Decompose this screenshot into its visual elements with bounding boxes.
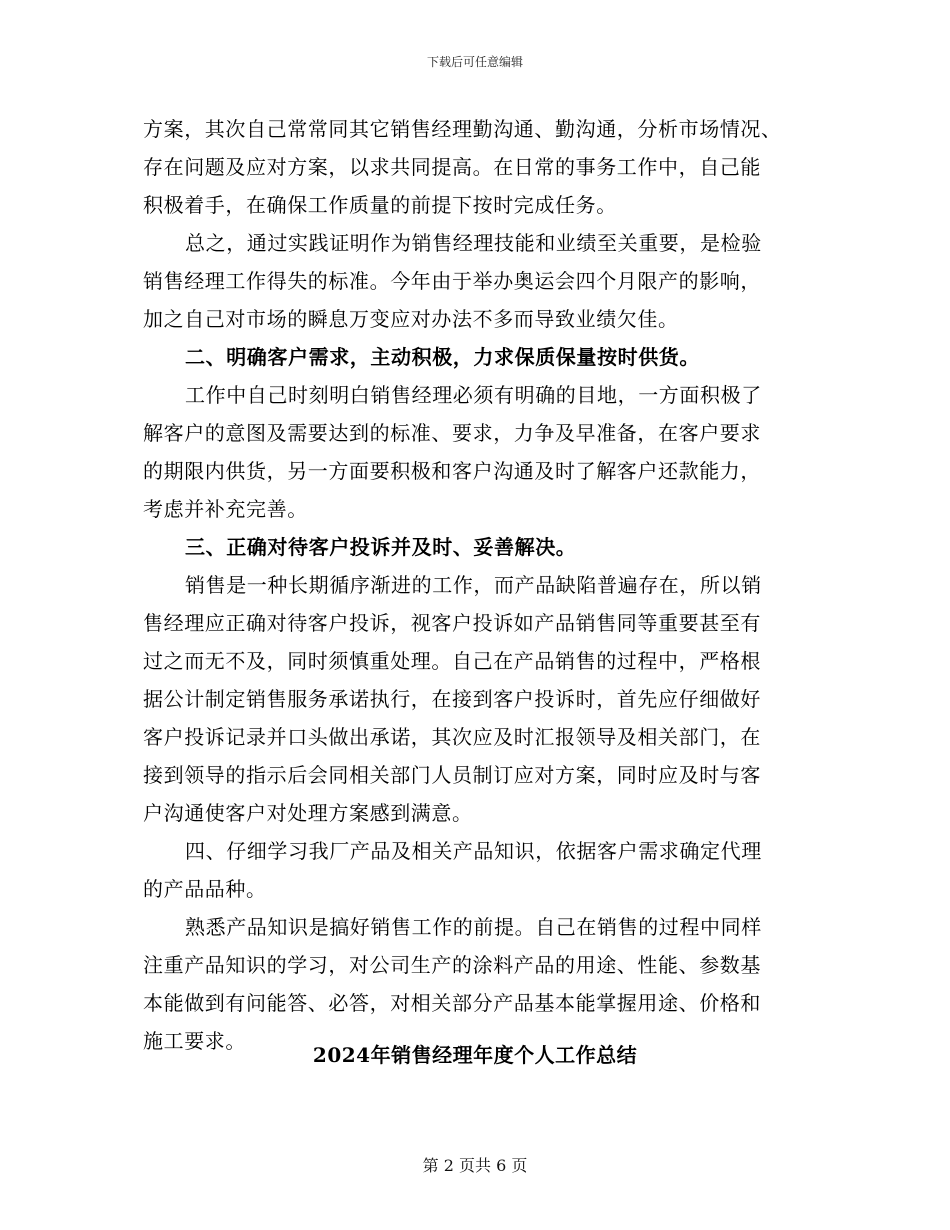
document-body	[143, 110, 807, 1060]
paragraph-start-line: 熟悉产品知识是搞好销售工作的前提。自己在销售的过程中同样	[185, 915, 762, 939]
text-line: 存在问题及应对方案，以求共同提高。在日常的事务工作中，自己能	[143, 155, 761, 179]
text-line: 解客户的意图及需要达到的标准、要求，力争及早准备，在客户要求	[143, 421, 761, 445]
text-line: 售经理应正确对待客户投诉，视客户投诉如产品销售同等重要甚至有	[143, 611, 761, 635]
text-line: 本能做到有问能答、必答，对相关部分产品基本能掌握用途、价格和	[143, 991, 761, 1015]
page-footer: 第 2 页共 6 页	[422, 1156, 528, 1175]
text-line: 据公计制定销售服务承诺执行，在接到客户投诉时，首先应仔细做好	[143, 687, 761, 711]
text-line: 积极着手，在确保工作质量的前提下按时完成任务。	[143, 193, 617, 217]
text-line: 接到领导的指示后会同相关部门人员制订应对方案，同时应及时与客	[143, 763, 761, 787]
text-line: 考虑并补充完善。	[143, 497, 308, 521]
paragraph-start-line: 总之，通过实践证明作为销售经理技能和业绩至关重要，是检验	[185, 231, 762, 255]
text-line: 过之而无不及，同时须慎重处理。自己在产品销售的过程中，严格根	[143, 649, 761, 673]
section-heading-3: 三、正确对待客户投诉并及时、妥善解决。	[185, 535, 577, 559]
text-line: 注重产品知识的学习，对公司生产的涂料产品的用途、性能、参数基	[143, 953, 761, 977]
section-heading-4: 四、仔细学习我厂产品及相关产品知识，依据客户需求确定代理	[185, 839, 762, 863]
text-line: 方案，其次自己常常同其它销售经理勤沟通、勤沟通，分析市场情况、	[143, 117, 782, 141]
text-line: 销售经理工作得失的标准。今年由于举办奥运会四个月限产的影响，	[143, 269, 761, 293]
text-line: 加之自己对市场的瞬息万变应对办法不多而导致业绩欠佳。	[143, 307, 679, 331]
paragraph-start-line: 工作中自己时刻明白销售经理必须有明确的目地，一方面积极了	[185, 383, 762, 407]
text-line: 户沟通使客户对处理方案感到满意。	[143, 801, 473, 825]
text-line: 的期限内供货，另一方面要积极和客户沟通及时了解客户还款能力，	[143, 459, 761, 483]
text-line: 客户投诉记录并口头做出承诺，其次应及时汇报领导及相关部门，在	[143, 725, 761, 749]
text-line: 的产品品种。	[143, 877, 267, 901]
page-header: 下载后可任意编辑	[426, 55, 523, 69]
paragraph-start-line: 销售是一种长期循序渐进的工作，而产品缺陷普遍存在，所以销	[185, 573, 762, 597]
text-line: 施工要求。	[143, 1029, 246, 1053]
document-title: 2024年销售经理年度个人工作总结	[312, 1043, 638, 1067]
section-heading-2: 二、明确客户需求，主动积极，力求保质保量按时供货。	[185, 345, 700, 369]
